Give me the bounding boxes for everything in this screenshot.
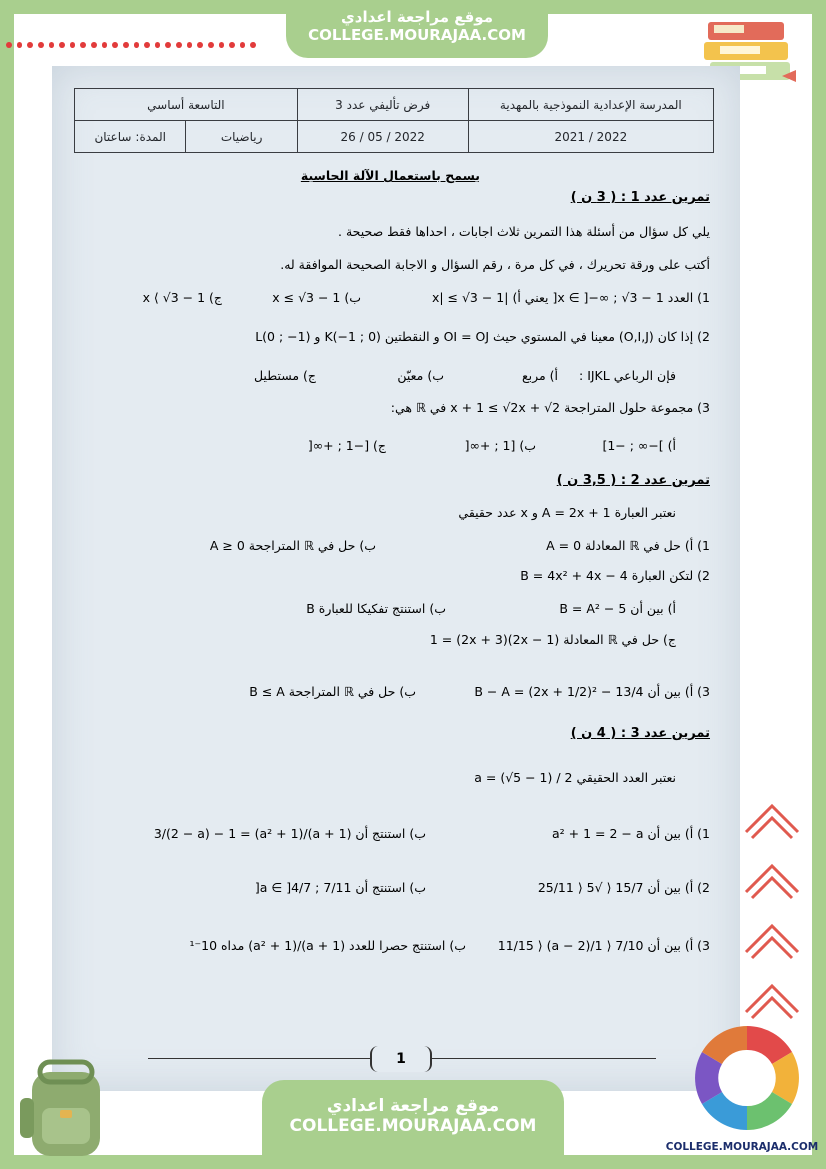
decorative-dots	[0, 42, 256, 50]
backpack-icon	[10, 1052, 122, 1164]
exercise3-q2b: ب) استنتج أن a ∈ ]4/7 ; 7/11[	[254, 880, 426, 895]
exercise3-q3a: 3) أ) بين أن 7/10 ⟨ 1/(2 − a) ⟨ 11/15	[497, 938, 710, 953]
exercise1-q1: 1) العدد x ∈ ]−∞ ; √3 − 1[ يعني أ) |x| ≤ √3 − 1	[431, 290, 710, 305]
logo-url: COLLEGE.MOURAJAA.COM	[665, 1141, 819, 1153]
exercise1-intro2: أكتب على ورقة تحريرك ، في كل مرة ، رقم السؤال و الاجابة الصحيحة الموافقة له.	[280, 257, 710, 272]
duration-value: ساعتان	[94, 129, 132, 144]
subject: رياضيات	[185, 121, 296, 152]
site-banner-top[interactable]	[286, 0, 548, 58]
site-banner-bottom[interactable]	[262, 1080, 564, 1160]
exercise3-q1a: 1) أ) بين أن a² + 1 = 2 − a	[552, 826, 710, 841]
exercise3-intro: نعتبر العدد الحقيقي a = (√5 − 1) / 2	[474, 770, 676, 785]
exercise1-q3: 3) مجموعة حلول المتراجحة x + 1 ≤ √2x + √2 في ℝ هي:	[390, 400, 710, 415]
exercise1-intro1: يلي كل سؤال من أسئلة هذا التمرين ثلاث اجابات ، احداها فقط صحيحة .	[338, 224, 710, 239]
school-year: 2022 / 2021	[468, 121, 713, 153]
exercise1-q2-sub: فإن الرباعي IJKL :	[579, 368, 676, 383]
chevron-up-icon	[740, 792, 804, 856]
exercise1-q3-a: أ) ]−∞ ; −1]	[602, 438, 676, 453]
exam-header-table	[74, 88, 714, 153]
exercise2-title: تمرين عدد 2 : ( 3,5 ن )	[556, 473, 710, 488]
exercise2-q1a: 1) أ) حل في ℝ المعادلة A = 0	[546, 538, 710, 553]
exercise3-q1b: ب) استنتج أن (a + 1)/(a² + 1) = 3/(2 − a) − 1	[153, 826, 426, 841]
exercise2-q2c: ج) حل في ℝ المعادلة (2x − 1)(2x + 3) = 1	[429, 632, 676, 647]
exercise3-title: تمرين عدد 3 : ( 4 ن )	[570, 726, 710, 741]
exercise2-q1b: ب) حل في ℝ المتراجحة A ≥ 0	[209, 538, 376, 553]
exercise2-q2a: أ) بين أن B = A² − 5	[559, 601, 676, 616]
duration-label: المدة:	[135, 129, 166, 144]
exercise1-q2-a: أ) مربع	[521, 368, 558, 383]
exercise1-q2: 2) إذا كان (O,I,J) معينا في المستوي حيث OI = OJ و النقطتين K(−1 ; 0) و L(0 ; −1)	[255, 329, 710, 344]
exercise1-q3-b: ب) [1 ; +∞[	[464, 438, 536, 453]
exam-title: فرض تأليفي عدد 3	[297, 89, 468, 121]
exercise2-intro: نعتبر العبارة A = 2x + 1 و x عدد حقيقي	[458, 505, 676, 520]
chevron-up-icon	[740, 912, 804, 976]
calculator-note: يسمح باستعمال الآلة الحاسبة	[300, 168, 480, 183]
site-url-bottom: COLLEGE.MOURAJAA.COM	[289, 1116, 537, 1137]
exercise1-q2-b: ب) معيّن	[397, 368, 444, 383]
site-name-top: موقع مراجعة اعدادي	[341, 8, 493, 26]
page-number: 1	[370, 1046, 432, 1072]
exercise1-q3-c: ج) [−1 ; +∞[	[307, 438, 386, 453]
exercise2-q2b: ب) استنتج تفكيكا للعبارة B	[306, 601, 446, 616]
exercise3-q2a: 2) أ) بين أن 15/7 ⟨ √5 ⟨ 25/11	[537, 880, 710, 895]
exercise3-q3b: ب) استنتج حصرا للعدد (a + 1)/(a² + 1) مداه 10⁻¹	[189, 938, 466, 953]
exercise1-q1-b: ب) x ≤ √3 − 1	[272, 290, 361, 305]
exercise1-q1-c: ج) x ⟨ √3 − 1	[142, 290, 222, 305]
school-name: المدرسة الإعدادية النموذجية بالمهدية	[468, 89, 713, 121]
exercise2-q3a: 3) أ) بين أن B − A = (2x + 1/2)² − 13/4	[474, 684, 710, 699]
exercise2-q3b: ب) حل في ℝ المتراجحة B ≤ A	[249, 684, 416, 699]
site-name-bottom: موقع مراجعة اعدادي	[326, 1096, 500, 1116]
site-logo-icon	[692, 1022, 802, 1134]
exercise1-title: تمرين عدد 1 : ( 3 ن )	[570, 190, 710, 205]
chevron-up-icon	[740, 852, 804, 916]
duration	[75, 121, 185, 152]
subject-duration-cell	[75, 121, 298, 153]
exam-document	[74, 88, 718, 153]
exercise2-q2: 2) لتكن العبارة B = 4x² + 4x − 4	[520, 568, 710, 583]
exam-date: 2022 / 05 / 26	[297, 121, 468, 153]
level: التاسعة أساسي	[75, 89, 298, 121]
site-url-top: COLLEGE.MOURAJAA.COM	[308, 26, 526, 44]
exercise1-q2-c: ج) مستطيل	[253, 368, 316, 383]
